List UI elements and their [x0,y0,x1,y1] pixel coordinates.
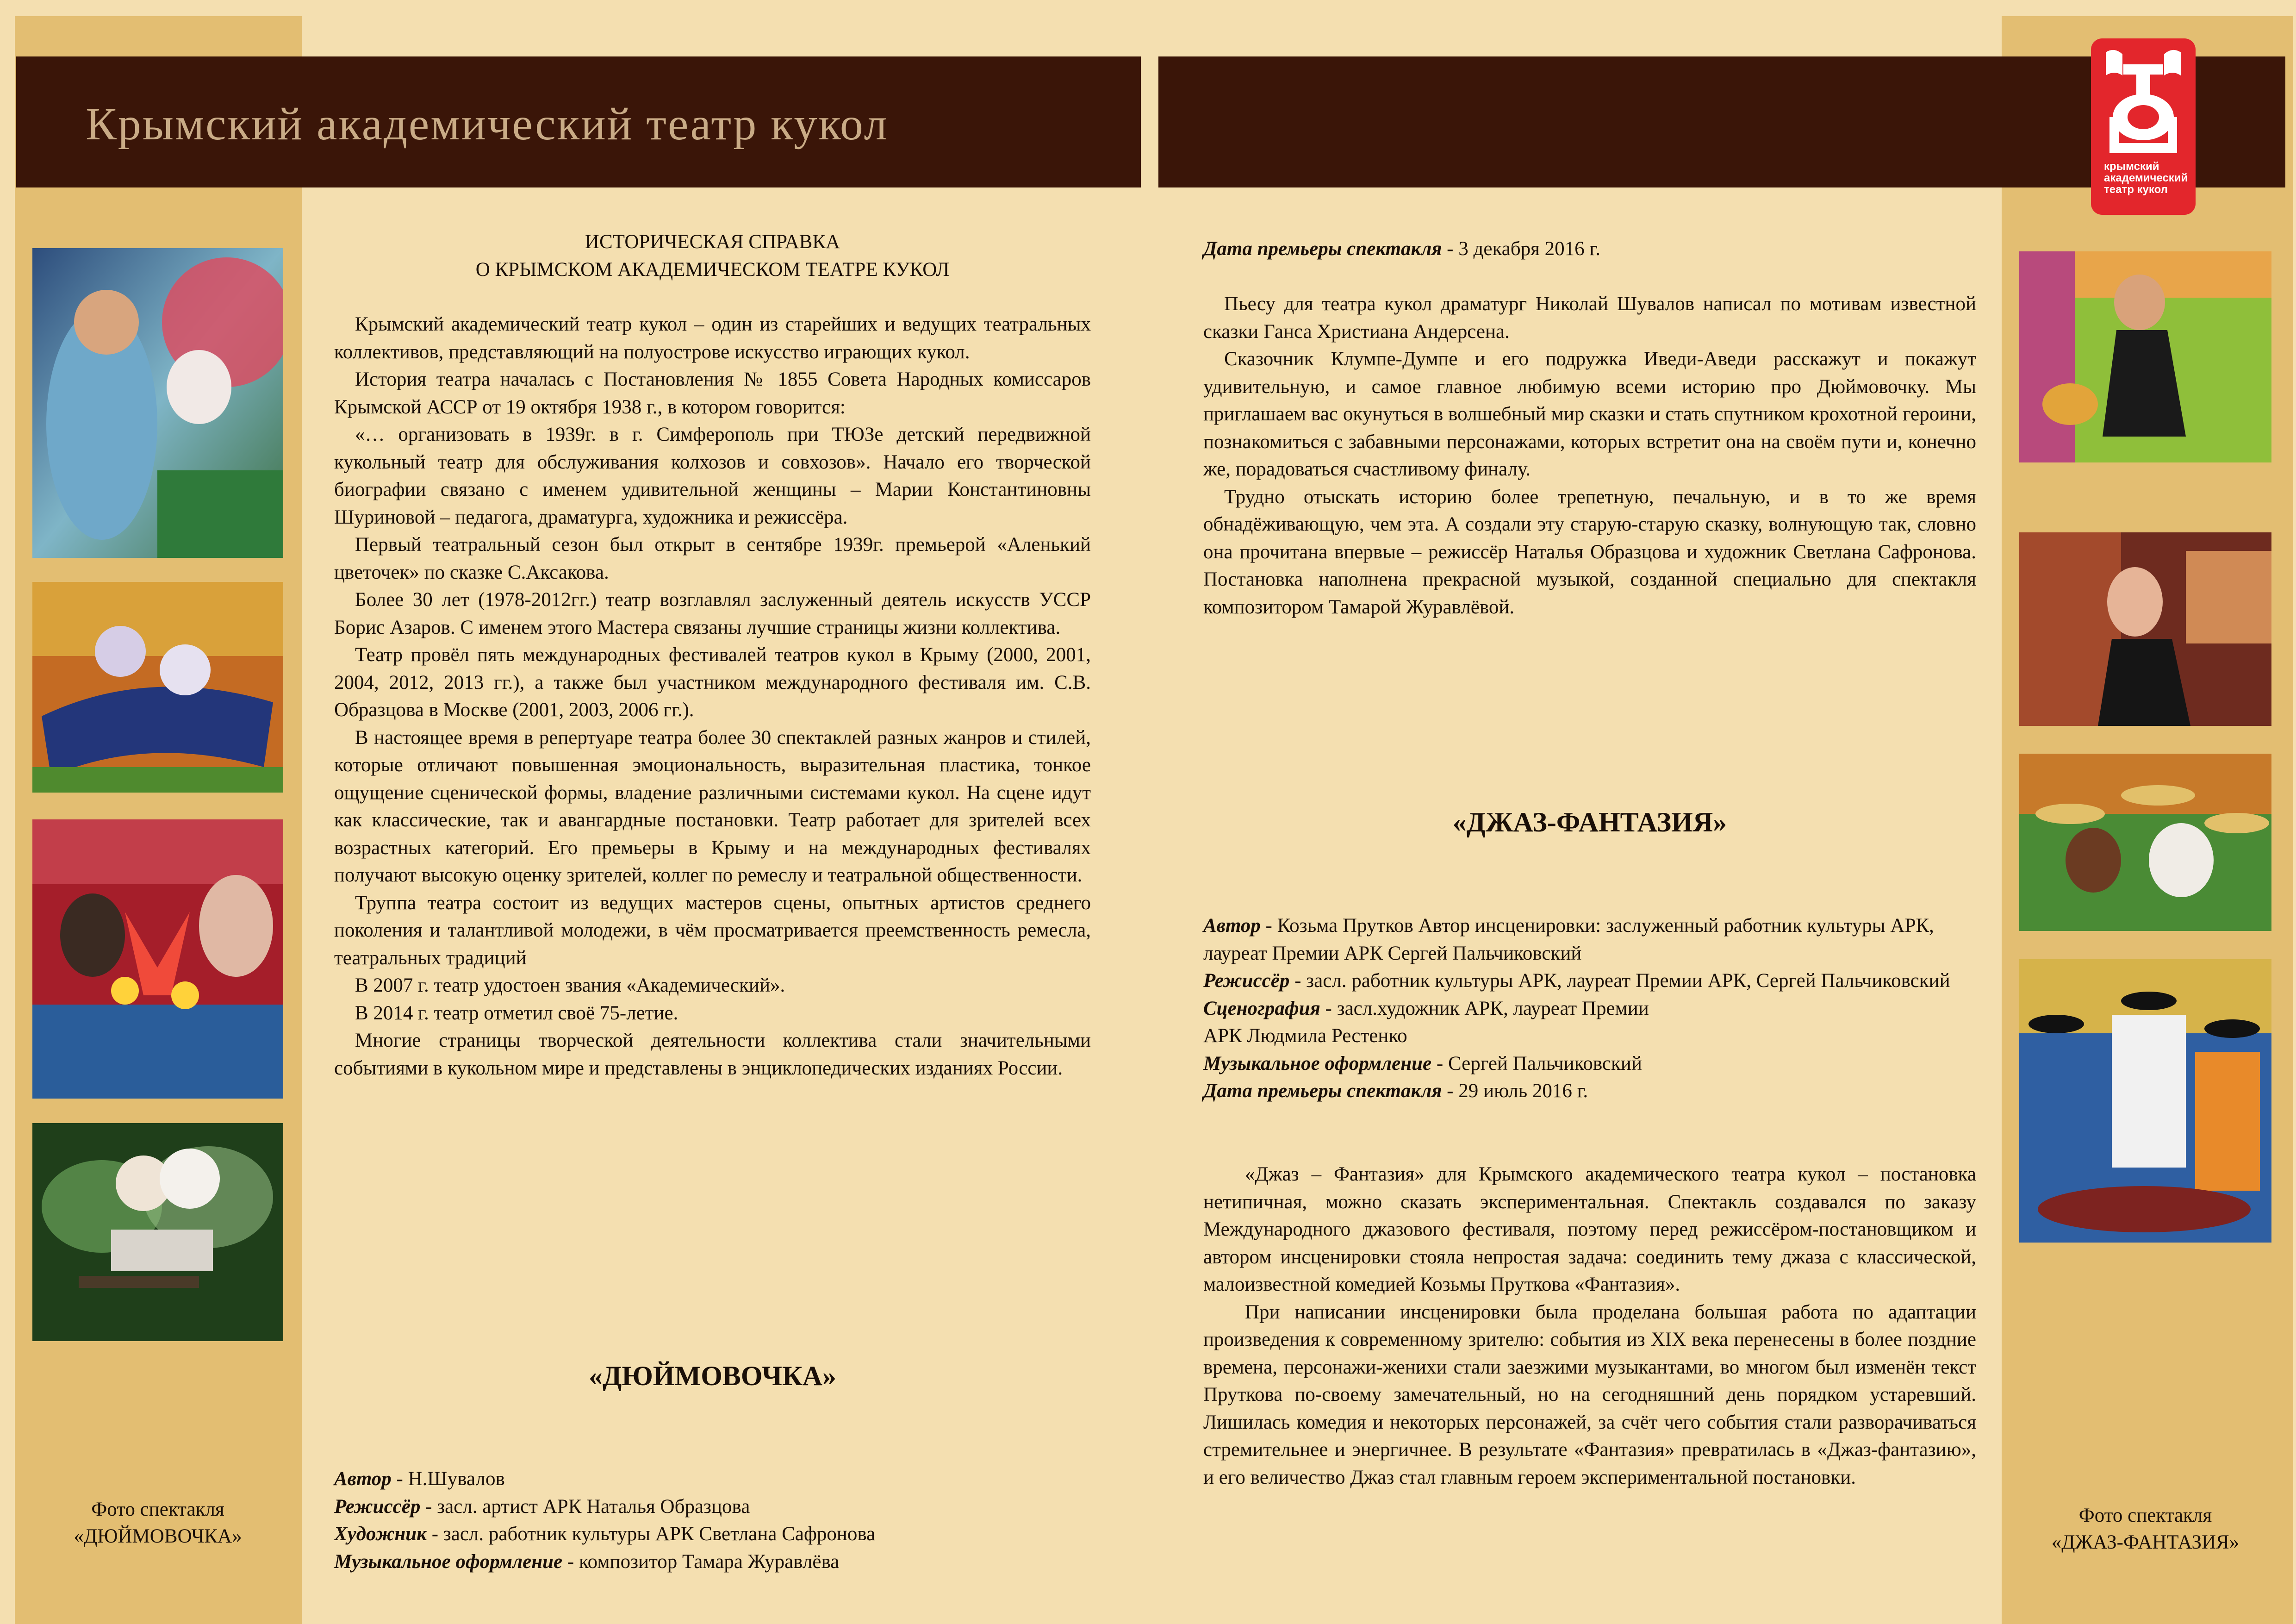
credit-label: Сценография [1203,997,1320,1019]
header-title: Крымский академический театр кукол [86,98,889,150]
photo-jazz-2 [2019,532,2271,726]
header-banner-left [16,56,1141,187]
credit-value: - композитор Тамара Журавлёва [562,1550,840,1573]
credit-label: Дата премьеры спектакля [1203,238,1442,260]
credit-value: - Сергей Пальчиковский [1431,1052,1642,1074]
history-paragraph: Первый театральный сезон был открыт в сентябре 1939г. премьерой «Аленький цветочек» по сказке С.Аксакова. [334,534,1091,583]
history-paragraph: В настоящее время в репертуаре театра более 30 спектаклей разных жанров и стилей, которые отличают повышенная эмоциональность, выразительная пластика, тонкое ощущение сценической формы, владение различными системами кукол. На сцене идут как классические, так и авангардные постановки. Театр работает для зрителей всех возрастных категорий. Его премьеры в Крыму и на международных фестивалях получают высокую оценку зрителей, коллег по ремеслу и театральной общественности. [334,726,1091,886]
jazz-description [1203,1161,1976,1491]
history-paragraph: В 2007 г. театр удостоен звания «Академический». [355,974,785,996]
credit-value: - 3 декабря 2016 г. [1442,238,1600,260]
credit-line [334,1548,1098,1576]
credit-value: - Н.Шувалов [391,1468,505,1490]
credit-line [1203,995,1689,1050]
credit-label: Автор [1203,915,1261,937]
photo-jazz-1 [2019,251,2271,462]
credit-line [1203,967,1976,995]
credit-value: - 29 июль 2016 г. [1442,1080,1588,1102]
history-section [334,228,1091,1082]
history-heading-line: ИСТОРИЧЕСКАЯ СПРАВКА [585,231,840,253]
thumbelina-premiere [1203,235,1976,263]
credit-label: Музыкальное оформление [334,1550,563,1573]
history-paragraph: Крымский академический театр кукол – один из старейших и ведущих театральных коллективов, представляющий на полуострове искусство играющих кукол. [334,313,1091,363]
credit-line [334,1520,1098,1548]
credit-value: - засл. артист АРК Наталья Образцова [420,1495,750,1518]
history-paragraph: Более 30 лет (1978-2012гг.) театр возглавлял заслуженный деятель искусств УССР Борис Азаров. С именем этого Мастера связаны лучшие страницы жизни коллектива. [334,589,1091,638]
credit-label: Художник [334,1523,427,1545]
thumbelina-description [1203,290,1976,621]
puppet-logo-icon [2100,48,2186,154]
credit-value: - засл. работник культуры АРК, лауреат Премии АРК, Сергей Пальчиковский [1289,970,1950,992]
history-paragraph: «… организовать в 1939г. в г. Симферополь при ТЮЗе детский передвижной кукольный театр для обслуживания колхозов и совхозов». Начало его творческой биографии связано с именем удивительной женщины – Марии Константиновны Шуриновой – педагога, драматурга, художника и режиссёра. [334,424,1091,528]
caption-line: «ДЮЙМОВОЧКА» [74,1525,242,1547]
jazz-title: «ДЖАЗ-ФАНТАЗИЯ» [1452,807,1727,837]
history-paragraph: Театр провёл пять международных фестивалей театров кукол в Крыму (2000, 2001, 2004, 2012, 2013 гг.), а также был участником международного фестиваля им. С.В. Образцова в Москве (2001, 2003, 2006 гг.). [334,644,1091,721]
credit-label: Режиссёр [1203,970,1290,992]
credit-line [1203,1077,1976,1105]
thumbelina-paragraph: Трудно отыскать историю более трепетную, печальную, и в то же время обнадёживающую, чем эта. А создали эту старую-старую сказку, волнующую так, словно она прочитана впервые – режиссёр Наталья Образцова и художник Светлана Сафронова. Постановка наполнена прекрасной музыкой, созданной специально для спектакля композитором Тамарой Журавлёвой. [1203,486,1976,618]
credit-value: - засл. работник культуры АРК Светлана Сафронова [426,1523,876,1545]
right-photo-caption [2019,1502,2271,1556]
theatre-logo [2091,38,2196,215]
credit-label: Музыкальное оформление [1203,1052,1432,1074]
credit-line [1203,912,1976,967]
caption-line: Фото спектакля [2078,1505,2212,1526]
logo-text: крымский академический театр кукол [2104,160,2188,196]
history-paragraph: Труппа театра состоит из ведущих мастеров сцены, опытных артистов среднего поколения и талантливой молодежи, в чём просматривается преемственность ремесла, театральных традиций [334,892,1091,969]
photo-thumbelina-3 [32,819,283,1099]
credit-value: - засл.художник АРК, лауреат Премии АРК Людмила Рестенко [1203,997,1649,1047]
photo-jazz-3 [2019,754,2271,931]
caption-line: «ДЖАЗ-ФАНТАЗИЯ» [2051,1531,2240,1553]
credit-line [1203,1050,1976,1078]
thumbelina-paragraph: Пьесу для театра кукол драматург Николай Шувалов написал по мотивам известной сказки Ганса Христиана Андерсена. [1203,293,1976,343]
thumbelina-paragraph: Сказочник Клумпе-Думпе и его подружка Иведи-Аведи расскажут и покажут удивительную, и самое главное любимую всеми историю про Дюймовочку. Мы приглашаем вас окунуться в волшебный мир сказки и стать спутником крохотной героини, познакомиться с забавными персонажами, которых встретит она на своём пути и, конечно же, порадоваться счастливому финалу. [1203,348,1976,480]
thumbelina-credits [334,1465,1098,1575]
history-heading-line: О КРЫМСКОМ АКАДЕМИЧЕСКОМ ТЕАТРЕ КУКОЛ [475,258,950,281]
left-photo-caption [32,1496,283,1550]
jazz-credits [1203,912,1976,1105]
photo-thumbelina-1 [32,248,283,558]
history-heading [334,228,1091,283]
history-paragraph: В 2014 г. театр отметил своё 75-летие. [355,1002,678,1024]
credit-label: Режиссёр [334,1495,421,1518]
photo-thumbelina-2 [32,582,283,793]
thumbelina-title: «ДЮЙМОВОЧКА» [589,1361,836,1391]
credit-line [334,1465,1098,1493]
credit-line [1203,235,1976,263]
history-paragraph: Многие страницы творческой деятельности коллектива стали значительными событиями в кукольном мире и представлены в энциклопедических изданиях России. [334,1030,1091,1079]
credit-value: - Козьма Прутков Автор инсценировки: заслуженный работник культуры АРК, лауреат Премии АРК Сергей Пальчиковский [1203,915,1934,964]
history-paragraph: История театра началась с Постановления № 1855 Совета Народных комиссаров Крымской АССР от 19 октября 1938 г., в котором говорится: [334,369,1091,418]
jazz-paragraph: «Джаз – Фантазия» для Крымского академического театра кукол – постановка нетипичная, можно сказать экспериментальная. Спектакль создавался по заказу Международного джазового фестиваля, поэтому перед режиссёром-постановщиком и автором инсценировки стояла непростая задача: соединить тему джаза с классической, малоизвестной комедией Козьмы Пруткова «Фантазия». [1203,1163,1976,1295]
credit-label: Автор [334,1468,392,1490]
photo-thumbelina-4 [32,1123,283,1341]
credit-line [334,1493,1098,1521]
jazz-paragraph: При написании инсценировки была проделана большая работа по адаптации произведения к современному зрителю: события из XIX века перенесены в более поздние времена, персонажи-женихи стали заезжими музыкантами, во многом был изменён текст Пруткова по-своему замечательный, но на сегодняшний день порядком устаревший. Лишилась комедия и некоторых персонажей, за счёт чего события стали разворачиваться стремительнее и энергичнее. В результате «Фантазия» превратилась в «Джаз-фантазию», и его величество Джаз стал главным героем экспериментальной постановки. [1203,1301,1976,1488]
caption-line: Фото спектакля [91,1499,224,1520]
credit-label: Дата премьеры спектакля [1203,1080,1442,1102]
photo-jazz-4 [2019,959,2271,1243]
